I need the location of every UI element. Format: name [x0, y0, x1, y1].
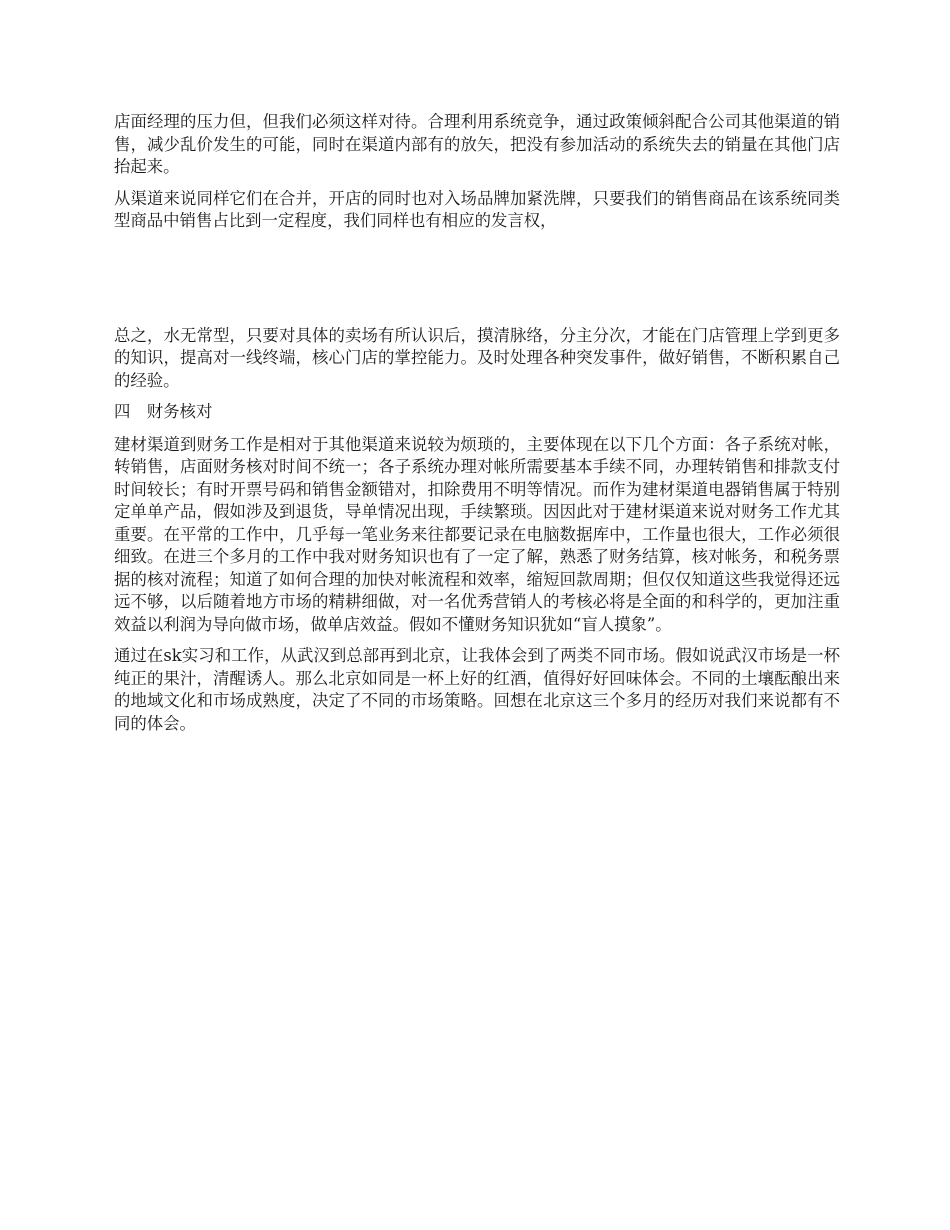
blank-gap	[114, 242, 840, 325]
paragraph-finance-reconciliation: 建材渠道到财务工作是相对于其他渠道来说较为烦琐的，主要体现在以下几个方面：各子系统对帐，转销售，店面财务核对时间不统一；各子系统办理对帐所需要基本手续不同，办理转销售和排款支付时间较长；有时开票号码和销售金额错对，扣除费用不明等情况。而作为建材渠道电器销售属于特别定单单产品，假如涉及到退货，导单情况出现，手续繁琐。因因此对于建材渠道来说对财务工作尤其重要。在平常的工作中，几乎每一笔业务来往都要记录在电脑数据库中，工作量也很大，工作必须很细致。在进三个多月的工作中我对财务知识也有了一定了解，熟悉了财务结算，核对帐务，和税务票据的核对流程；知道了如何合理的加快对帐流程和效率，缩短回款周期；但仅仅知道这些我觉得还远远不够，以后随着地方市场的精耕细做，对一名优秀营销人的考核必将是全面的和科学的，更加注重效益以利润为导向做市场，做单店效益。假如不懂财务知识犹如“盲人摸象”。	[114, 434, 840, 634]
section-heading-finance: 四 财务核对	[114, 402, 213, 421]
paragraph-summary: 总之，水无常型，只要对具体的卖场有所认识后，摸清脉络，分主分次，才能在门店管理上学到更多的知识，提高对一线终端，核心门店的掌控能力。及时处理各种突发事件，做好销售，不断积累自己的经验。	[114, 325, 840, 390]
document-page	[114, 111, 840, 744]
paragraph-store-manager-pressure: 店面经理的压力但，但我们必须这样对待。合理利用系统竞争，通过政策倾斜配合公司其他渠道的销售，减少乱价发生的可能，同时在渠道内部有的放矢，把没有参加活动的系统失去的销量在其他门店抬起来。	[114, 112, 840, 176]
paragraph-market-experience: 通过在sk实习和工作，从武汉到总部再到北京，让我体会到了两类不同市场。假如说武汉市场是一杯纯正的果汁，清醒诱人。那么北京如同是一杯上好的红酒，值得好好回味体会。不同的土壤酝酿出来的地域文化和市场成熟度，决定了不同的市场策略。回想在北京这三个多月的经历对我们来说都有不同的体会。	[114, 646, 840, 733]
paragraph-channel-merger: 从渠道来说同样它们在合并，开店的同时也对入场品牌加紧洗牌，只要我们的销售商品在该系统同类型商品中销售占比到一定程度，我们同样也有相应的发言权，	[114, 188, 840, 230]
